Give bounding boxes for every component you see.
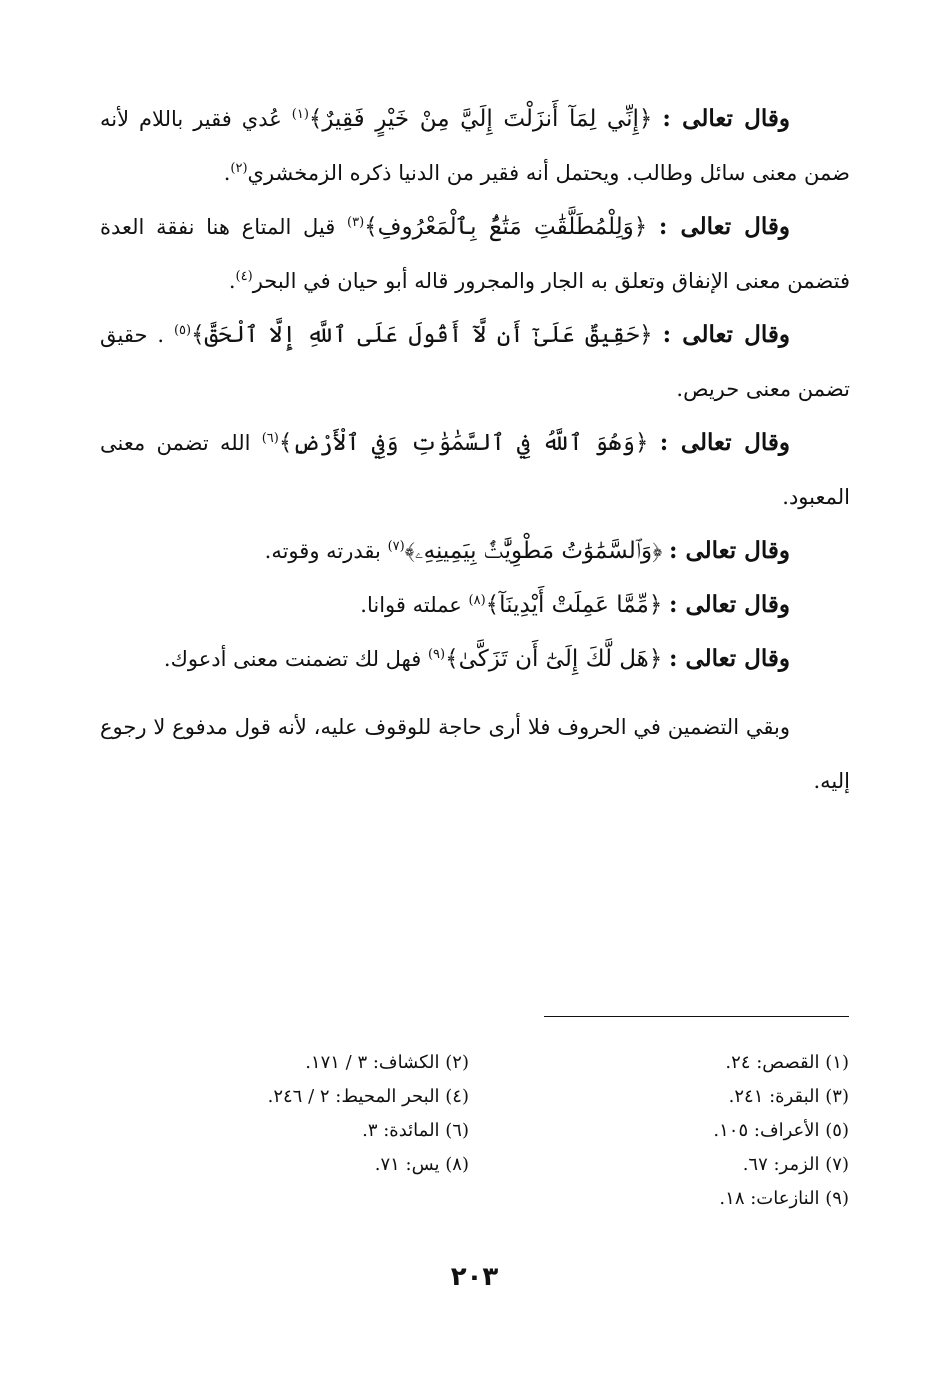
footnote-row [89,1148,849,1182]
footnote-2: (٢) الكشاف: ٣ / ١٧١. [305,1052,469,1073]
paragraph-2 [100,200,850,308]
quran-verse: ﴿وَٱلسَّمَٰوَٰتُ مَطْوِيَّٰتٌۢ بِيَمِينِهِۦ﴾ [404,538,663,564]
paragraph-lead: وقال تعالى : [659,429,790,456]
footnote-1: (١) القصص: ٢٤. [725,1052,849,1073]
footnote-3: (٣) البقرة: ٢٤١. [728,1086,849,1107]
paragraph-text: عُدي فقير باللام لأنه ضمن معنى سائل وطالب. ويحتمل أنه فقير من الدنيا ذكره الزمخشري [100,107,850,185]
closing-paragraph: وبقي التضمين في الحروف فلا أرى حاجة للوقوف عليه، لأنه قول مدفوع لا رجوع إليه. [100,715,850,793]
paragraph-text: قيل المتاع هنا نفقة العدة فتضمن معنى الإنفاق وتعلق به الجار والمجرور قاله أبو حيان في البحر [100,215,850,293]
footnote-9: (٩) النازعات: ١٨. [719,1188,849,1209]
paragraph-text: . حقيق تضمن معنى حريص. [100,323,850,401]
page-body [100,92,850,808]
quran-verse: ﴿إِنِّي لِمَآ أَنزَلْتَ إِلَيَّ مِنْ خَيْرٍ فَقِيرٌ﴾ [308,106,653,132]
paragraph-6 [100,578,850,632]
footnote-ref: (٢) [230,161,248,176]
paragraph-1 [100,92,850,200]
footnote-ref: (٨) [468,593,486,608]
footnote-8: (٨) يس: ٧١. [374,1154,469,1175]
paragraph-text: عملته قوانا. [360,593,462,617]
footnote-ref: (٣) [347,215,365,230]
page-number: ٢٠٣ [450,1262,499,1292]
paragraph-7 [100,632,850,686]
paragraph-text: الله تضمن معنى المعبود. [100,431,850,509]
footnote-ref: (١) [291,107,309,122]
footnote-7: (٧) الزمر: ٦٧. [742,1154,849,1175]
footnote-ref: (٩) [427,647,446,662]
footnote-empty [89,1182,469,1216]
footnote-6: (٦) المائدة: ٣. [362,1120,469,1141]
paragraph-text: بقدرته وقوته. [264,539,381,563]
quran-verse: ﴿مِّمَّا عَمِلَتْ أَيْدِينَآ﴾ [485,592,663,618]
footnote-separator [544,1016,849,1017]
paragraph-text: فهل لك تضمنت معنى أدعوك. [163,647,422,671]
quran-verse: ﴿هَل لَّكَ إِلَىٰٓ أَن تَزَكَّىٰ﴾ [445,646,663,672]
footnote-ref: (٦) [261,431,279,446]
footnote-row [89,1182,849,1216]
paragraph-lead: وقال تعالى : [658,213,790,240]
paragraph-lead: وقال تعالى : [668,537,790,564]
paragraph-end: . [223,161,231,185]
paragraph-lead: وقال تعالى : [662,321,791,348]
quran-verse: ﴿حَقِيقٌ عَلَىٰٓ أَن لَّآ أَقُولَ عَلَى ٱللَّهِ إِلَّا ٱلْحَقَّ﴾ [191,322,653,348]
paragraph-end: . [228,269,236,293]
footnote-row [89,1114,849,1148]
paragraph-4 [100,416,850,524]
quran-verse: ﴿وَلِلْمُطَلَّقَٰتِ مَتَٰعٌۢ بِٱلْمَعْرُوفِ﴾ [364,214,648,240]
footnote-ref: (٥) [173,323,192,338]
paragraph-lead: وقال تعالى : [668,591,790,618]
paragraph-3 [100,308,850,416]
paragraph-lead: وقال تعالى : [662,105,790,132]
footnote-row [89,1046,849,1080]
footnote-ref: (٤) [235,269,253,284]
footnote-5: (٥) الأعراف: ١٠٥. [713,1120,849,1141]
quran-verse: ﴿وَهُوَ ٱللَّهُ فِي ٱلسَّمَٰوَٰتِ وَفِي ٱلْأَرْضِ﴾ [278,430,649,456]
footnote-4: (٤) البحر المحيط: ٢ / ٢٤٦. [267,1086,469,1107]
footnotes [89,1046,849,1216]
paragraph-lead: وقال تعالى : [668,645,790,672]
footnote-row [89,1080,849,1114]
paragraph-5 [100,524,850,578]
footnote-ref: (٧) [387,539,405,554]
